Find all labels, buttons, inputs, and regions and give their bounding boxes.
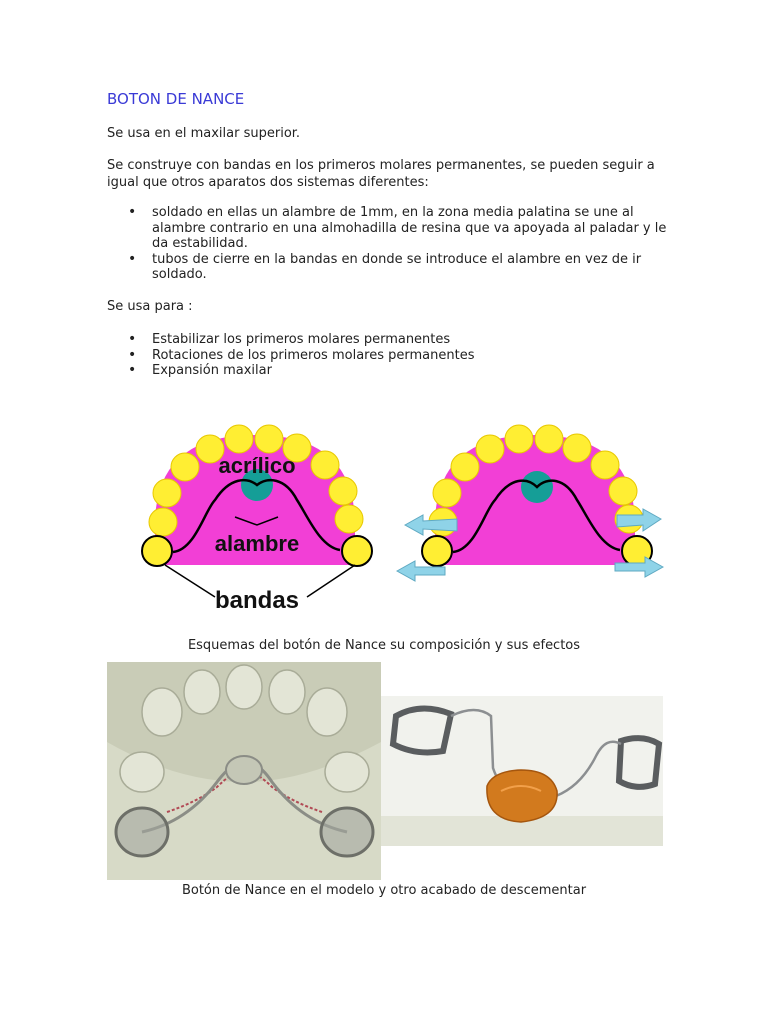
list-item: • Rotaciones de los primeros molares permanentes: [107, 348, 667, 364]
nance-schema-composition: [135, 415, 375, 615]
resin-pad: [487, 770, 557, 822]
band-left: [422, 536, 452, 566]
band-right: [342, 536, 372, 566]
list-item: • soldado en ellas un alambre de 1mm, en la zona media palatina se une al alambre contrario en una almohadilla de resina que va apoyada al paladar y le da estabilidad.: [107, 205, 667, 252]
bands-label: bandas: [214, 587, 300, 614]
list-item: • tubos de cierre en la bandas en donde se introduce el alambre en vez de ir soldado.: [107, 252, 667, 283]
acrylic-label: acrílico: [218, 453, 296, 478]
list-item: • Estabilizar los primeros molares permanentes: [107, 332, 667, 348]
systems-list: [107, 205, 667, 283]
model-photo: [107, 662, 381, 880]
construction-paragraph: Se construye con bandas en los primeros molares permanentes, se pueden seguir a igual que otros aparatos dos sistemas diferentes:: [107, 158, 655, 190]
uses-list: [107, 332, 667, 379]
uses-heading: Se usa para :: [107, 299, 193, 314]
nance-schema-effects: [395, 415, 665, 585]
band-left: [142, 536, 172, 566]
wire-label: alambre: [214, 531, 300, 556]
page-title: BOTON DE NANCE: [107, 90, 245, 108]
intro-paragraph: Se usa en el maxilar superior.: [107, 126, 301, 141]
photos-caption: Botón de Nance en el modelo y otro acabado de descementar: [181, 883, 587, 898]
appliance-photo: [381, 696, 663, 846]
diagram-caption: Esquemas del botón de Nance su composición y sus efectos: [187, 638, 581, 653]
list-item: • Expansión maxilar: [107, 363, 667, 379]
